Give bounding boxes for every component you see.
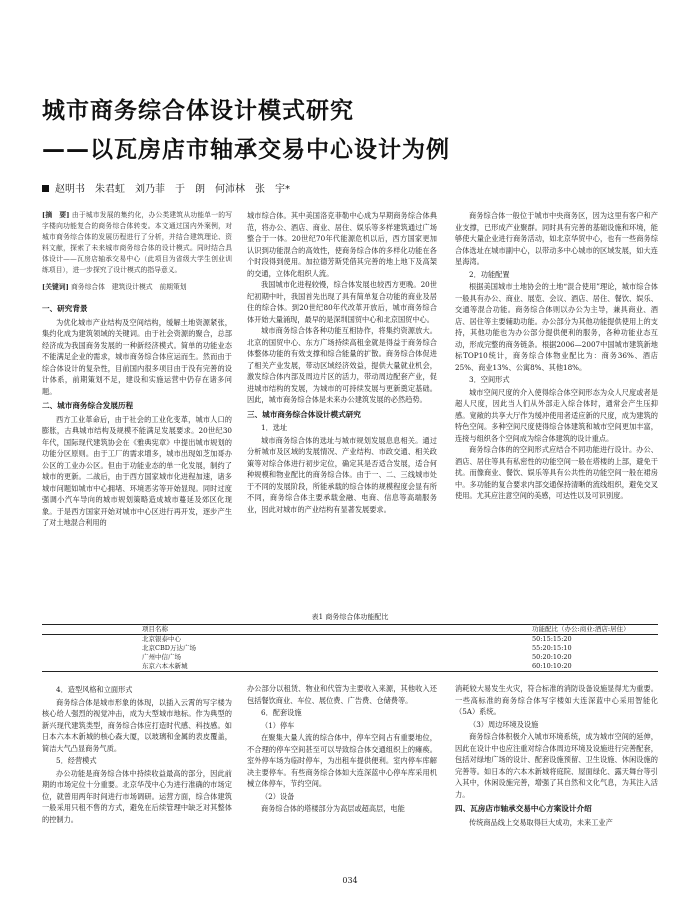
authors-text: 赵明书 朱君虹 刘乃菲 于 朗 何沛林 张 宇*: [55, 184, 290, 195]
subsection-heading: （1）停车: [261, 720, 295, 730]
table-cell-ratio: 55:20:15:10: [532, 644, 572, 652]
table-cell-ratio: 50:15:15:20: [532, 635, 572, 643]
paper-title: 城市商务综合体设计模式研究: [42, 98, 354, 124]
paragraph: 商务综合体一般位于城市中央商务区，因为这里有客户和产业支撑，已形成产业聚群。同时具有完善的基础设施和环境，能够使大量企业进行商务活动，如北京华贸中心，也有一些商务综合体选址在城市副中心，以带动多中心城市的区域发展，如大连星海湾。: [455, 211, 658, 266]
paragraph: 根据美国城市土地协会的土地“混合使用”理论，城市综合体一般具有办公、商业、展览、会议、酒店、居住、餐饮、娱乐、交通等混合功能。商务综合体则以办公为主导，兼具商业、酒店、居住等主要辅助功能。办公部分为其他功能提供使用上的支持，其他功能也为办公部分提供便利的服务，各种功能业态互动，形成完整的商务链条。根据2006—2007中国城市建筑新地标TOP10统计，商务综合体物业配比为：商务36%、酒店25%、商业13%、公寓8%、其他18%。: [455, 282, 658, 372]
paragraph: 办公部分以租赁、物业和代管为主要收入来源，其他收入还包括餐饮商业、车位、展位费、广告费、仓储费等。: [247, 684, 437, 705]
paragraph: 城市商务综合体各种功能互相协作，将集约资源放大。北京的国贸中心、东方广场持续高租金就是得益于商务综合体整体功能的有效支撑和综合能量的扩散。商务综合体促进了相关产业发展，带动区域经济效益，提供大量就业机会，激发综合体内部及周边片区的活力，带动周边配套产业，促进城市结构的发展，为城市的可持续发展与更新奠定基础。因此，城市商务综合体是未来办公建筑发展的必然趋势。: [247, 326, 437, 404]
header-function-ratio: 功能配比（办公:商业:酒店:居住）: [442, 625, 658, 635]
paragraph: 商务综合体的的空间形式应结合不同功能进行设计。办公、酒店、居住等具有私密性的功能空间一般在塔楼的上部，避免干扰。而像商业、餐饮、娱乐等具有公共性的功能空间一般在裙房中。多功能的复合要求内部交通保持清晰的流线组织，避免交叉使用。尤其应注意空间的美感，可达性以及可识别度。: [455, 445, 658, 500]
table-row: [42, 644, 658, 653]
table-cell-name: 东京六本木新城: [42, 662, 442, 672]
keywords-label: [关键词]: [42, 283, 69, 291]
abstract-text: 由于城市发展的集约化，办公类建筑从功能单一的写字楼向功能复合的商务综合体转变。本文通过国内外案例，对城市商务综合体的发展历程进行了分析，并结合建筑理论、资料文献，探索了未来城市商务综合体的设计模式。同时结合具体设计——瓦房店轴承交易中心（此项目为省级大学生创业训练项目），进一步探究了设计模式的指导意义。: [42, 211, 232, 274]
function-ratio-table: [42, 612, 658, 672]
section-heading: 二、城市商务综合发展历程: [42, 401, 134, 410]
table-header-row: [42, 625, 658, 635]
section-heading: 四、瓦房店市轴承交易中心方案设计介绍: [455, 804, 592, 813]
column-4: [42, 683, 232, 825]
abstract: [42, 210, 232, 276]
header-project-name: 项目名称: [42, 625, 442, 635]
table-cell-ratio: 50:20:10:20: [532, 653, 572, 661]
paragraph: 我国城市化进程较慢，综合体发展也较西方更晚。20世纪初期中叶，我国首先出现了具有简单复合功能的商业及居住的综合体。到20世纪80年代改革开放后，城市商务综合体开始大量涌现，最早的是深圳国贸中心和北京国贸中心。: [247, 280, 437, 324]
table-row: [42, 662, 658, 672]
paragraph: 城市空间尺度的介入使得综合体空间形态为众人尺度或者是超人尺度，因此当人们从外部走入综合体时，通常会产生压抑感。宽敞的共享大厅作为缓冲使用者适应新的尺度，成为建筑的特色空间。多种空间尺度使得综合体建筑和城市空间更加丰富，连接与组织各个空间成为综合体建筑的设计重点。: [455, 387, 658, 443]
paragraph: 在聚集大量人流的综合体中，停车空间占有重要地位，不合理的停车空间甚至可以导致综合体交通组织上的瘫痪。室外停车场为临时停车，为出租车提供便利。室内停车库解决主要停车。有些商务综合体如大连深蓝中心停车库采用机械立体停车，节约空间。: [247, 733, 437, 788]
paragraph: 为优化城市产业结构及空间结构，缓解土地资源紧张，集约化成为建筑领域的关键词。由于社会资源的聚合，总部经济成为我国商务发展的一种新经济模式。简单的功能业态不能满足企业的需求，城市商务综合体应运而生。然而由于综合体设计的复杂性，目前国内很多项目由于没有完善的设计体系，前期策划不足，建设和实施运营中仍存在诸多问题。: [42, 317, 232, 396]
page-number: 034: [342, 876, 358, 885]
table-cell-name: 广州中信广场: [142, 653, 181, 661]
column-6: [455, 683, 658, 828]
section-heading: 三、城市商务综合体设计模式研究: [247, 409, 361, 419]
author-list: [42, 180, 290, 195]
table-row: [42, 635, 658, 645]
table-cell-ratio: 60:10:10:20: [442, 662, 658, 672]
column-2: [247, 210, 437, 515]
subsection-heading: 4．造型风格和立面形式: [56, 685, 133, 694]
paragraph: 传统商品线上交易取得巨大成功，未来工业产: [469, 817, 613, 827]
subsection-heading: 1．选址: [261, 423, 288, 432]
subsection-heading: 2．功能配置: [469, 269, 510, 279]
table-cell-name: 北京银泰中心: [142, 635, 181, 643]
column-5: [247, 683, 437, 815]
abstract-label: [摘 要]: [42, 211, 70, 219]
subsection-heading: （2）设备: [261, 791, 295, 801]
subsection-heading: 5．经营模式: [56, 756, 97, 765]
column-1: [42, 210, 232, 529]
paragraph: 商务综合体积极介入城市环境系统，成为城市空间的延伸，因此在设计中也应注重对综合体周边环境及设施进行完善配套，包括对绿地广场的设计、配套设施预留、卫生设施、休闲设施的完善等。如日本的六本木新城将庭院、屋面绿化、露天舞台等引入其中，休闲设施完善，增强了其自然和文化气息，为其注入活力。: [455, 732, 658, 799]
paragraph: 西方工业革命后，由于社会的工业化变革，城市人口的膨胀，古典城市结构及规模不能满足发展要求。20世纪30年代，国际现代建筑协会在《雅典宪章》中提出城市规划的功能分区原则。由于工厂的需求增多，城市出现如芝加哥办公区的工业办公区。但由于功能业态的单一化发展，制约了城市的更新。二战后，由于西方国家城市化进程加速，诸多城市问题如城市中心拥堵、环境恶劣等开始显现。同时过度强调小汽车导向的城市规划策略造成城市蔓延及郊区化现象。于是西方国家开始对城市中心区进行再开发，逐步产生了对土地混合利用的: [42, 414, 232, 527]
subsection-heading: 6．配套设施: [261, 708, 302, 717]
keywords: [42, 282, 232, 293]
paragraph: 商务综合体的塔楼部分为高层或超高层，电能: [261, 804, 405, 813]
section-heading: 一、研究背景: [42, 304, 88, 313]
paragraph: 城市商务综合体的选址与城市规划发展息息相关。通过分析城市及区域的发展情况、产业结构、市政交通、相关政策等对综合体进行初步定位，确定其是否适合发展，适合何种规模和物业配比的商务综合体。由于一、二、三线城市处于不同的发展阶段，所能承载的综合体的规模程度会显有所不同，商务综合体主要承载金融、电商、信息等高端服务业，因此对城市的产业结构有显著发展要求。: [247, 435, 437, 514]
table-cell-name: 北京CBD万达广场: [142, 644, 196, 652]
subsection-heading: 3．空间形式: [469, 375, 510, 384]
table: [42, 624, 658, 672]
column-3: [455, 210, 658, 502]
paragraph: 商务综合体是城市形象的体现，以插入云霄的写字楼为核心给人强烈的视觉冲击，成为大型城市地标。作为典型的新兴现代建筑类型，商务综合体应打造时代感、科技感。如日本六本木新城的核心森大厦，以玻璃和金属的表皮覆盖，简洁大气凸显商务气质。: [42, 697, 232, 753]
paragraph: 消耗较大易发生火灾，符合标准的消防设备设施显得尤为重要。一些高标准的商务综合体写字楼如大连深蓝中心采用智能化（5A）系统。: [455, 684, 658, 716]
table-row: [42, 653, 658, 662]
square-bullet-icon: [42, 185, 49, 192]
paragraph: 办公功能是商务综合体中持续收益最高的部分，因此前期的市场定位十分重要。北京华茂中心为进行准确的市场定位，就曾用两年时间进行市场调研。运营方面，综合体建筑一般采用只租不售的方式，避免在后续管理中缺乏对其整体的控制力。: [42, 768, 232, 824]
paragraph: 城市综合体。其中美国洛克菲勒中心成为早期商务综合体典范，将办公、酒店、商业、居住、娱乐等多样建筑通过广场整合于一体。20世纪70年代能源危机以后，西方国家更加认识到功能混合的高效性，使商务综合体的多样化功能在各个时段得到使用。加拉德芳斯凭借其完善的地上地下及高架的交通，立体化组织人流。: [247, 211, 437, 278]
keywords-text: 商务综合体 建筑设计模式 前期策划: [71, 283, 187, 291]
paper-subtitle: ——以瓦房店市轴承交易中心设计为例: [42, 137, 450, 163]
table-caption: 表1 商务综合体功能配比: [311, 613, 389, 621]
subsection-heading: （3）周边环境及设施: [469, 719, 539, 729]
